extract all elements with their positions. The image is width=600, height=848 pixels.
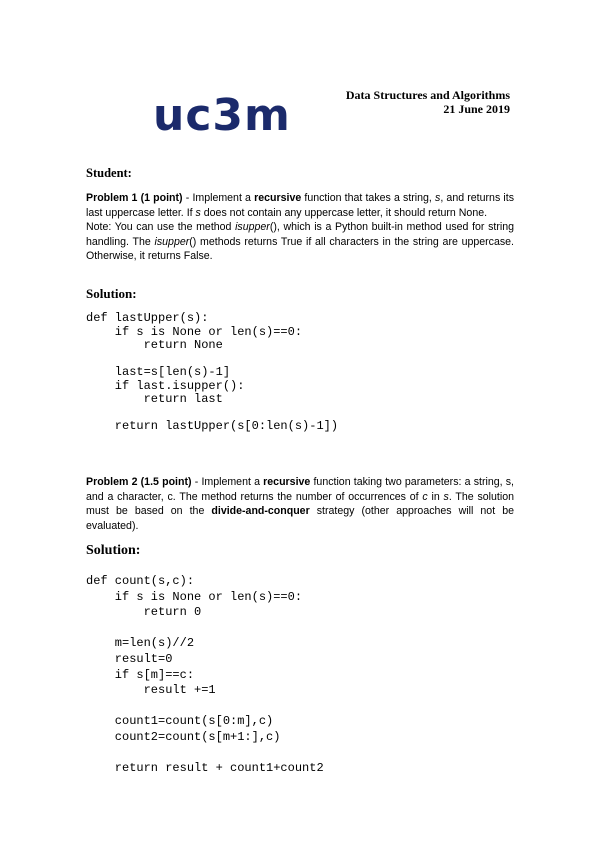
- problem2-text: - Implement a: [191, 476, 264, 488]
- problem1-note: () methods returns True if all characters in the string are uppercase. Otherwise, it returns False.: [86, 235, 514, 263]
- problem1-text: , and returns its last uppercase letter. If: [86, 192, 514, 219]
- problem1-note: Note: You can use the method: [86, 221, 236, 234]
- course-header: [346, 88, 510, 116]
- problem2-text: strategy (other approaches will not be evaluated).: [86, 505, 514, 532]
- problem1-var: s: [195, 206, 201, 219]
- code-block: def count(s,c): if s is None or len(s)==0: return 0 m=len(s)//2 result=0 if s[m]==c: result +=1 count1=count(s[0:m],c) count2=count(s[m+1:],c) return result + count1+count2: [86, 574, 324, 776]
- uc3m-logo: uc3m: [153, 90, 291, 141]
- problem2-keyword: recursive: [263, 476, 311, 488]
- student-label: Student:: [86, 166, 132, 180]
- solution-heading: Solution:: [86, 543, 141, 558]
- problem2-statement: [86, 475, 514, 533]
- problem2-var: c: [422, 490, 428, 503]
- problem1-keyword: recursive: [254, 192, 302, 204]
- course-title: Data Structures and Algorithms: [345, 88, 510, 102]
- code-block: def lastUpper(s): if s is None or len(s)==0: return None last=s[len(s)-1] if last.isupper(): return last return lastUpper(s[0:len(s)-1]): [86, 311, 339, 433]
- problem1-note: (), which is a Python built-in method used for string handling. The: [86, 221, 514, 248]
- problem1-text: - Implement a: [182, 192, 255, 204]
- problem2-text: function taking two parameters: a string, s, and a character, c. The method returns the number of occurrences of: [86, 476, 514, 503]
- problem2-keyword: divide-and-conquer: [211, 505, 310, 518]
- problem2-var: s: [443, 490, 449, 503]
- problem2-title: Problem 2 (1.5 point): [86, 476, 192, 488]
- problem1-text: function that takes a string,: [301, 192, 436, 204]
- problem1-text: does not contain any uppercase letter, it should return None.: [200, 206, 488, 219]
- exam-date: 21 June 2019: [443, 102, 510, 116]
- problem1-method: isupper: [235, 221, 270, 234]
- problem2-text: in: [427, 490, 444, 503]
- problem1-method: isupper: [154, 235, 190, 248]
- solution-heading: Solution:: [86, 286, 137, 301]
- problem1-title: Problem 1 (1 point): [86, 192, 183, 204]
- problem1-statement: [86, 191, 514, 264]
- problem2-text: . The solution must be based on the: [86, 490, 514, 518]
- problem1-var: s: [435, 192, 441, 204]
